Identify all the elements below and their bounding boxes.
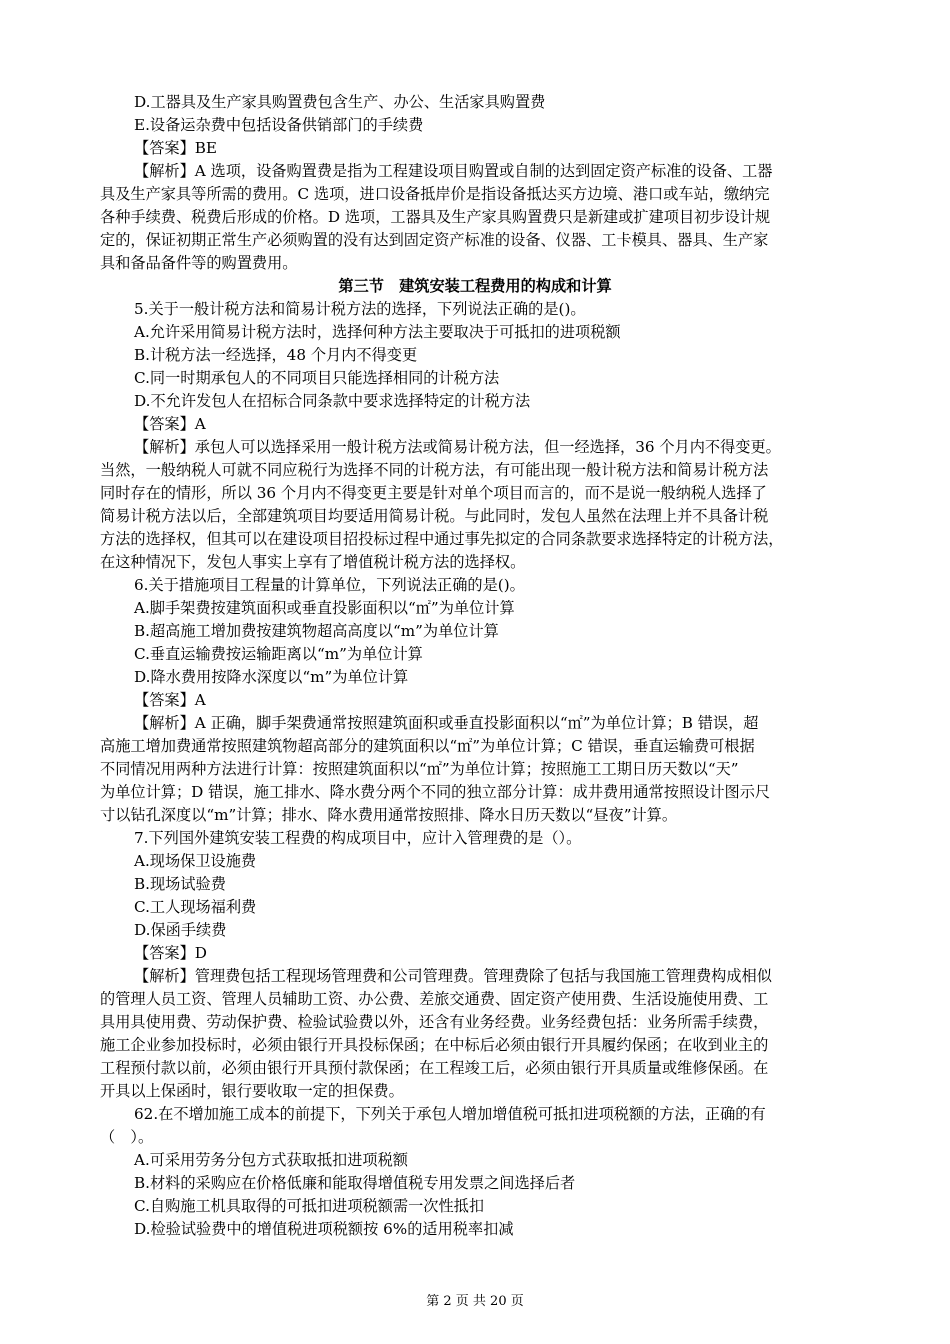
answer: 【答案】A	[134, 415, 206, 433]
analysis-line: 的管理人员工资、管理人员辅助工资、办公费、差旅交通费、固定资产使用费、生活设施使用费、工	[100, 990, 769, 1008]
analysis-line: 方法的选择权，但其可以在建设项目招投标过程中通过事先拟定的合同条款要求选择特定的计税方法，	[100, 530, 784, 548]
analysis-line: 施工企业参加投标时，必须由银行开具投标保函；在中标后必须由银行开具履约保函；在收到业主的	[100, 1036, 769, 1054]
page-number-footer: 第 2 页 共 20 页	[426, 1294, 524, 1309]
analysis-line: 同时存在的情形，所以 36 个月内不得变更主要是针对单个项目而言的，而不是说一般纳税人选择了	[100, 484, 767, 502]
option-c: C.同一时期承包人的不同项目只能选择相同的计税方法	[134, 369, 500, 387]
option-d: D.工器具及生产家具购置费包含生产、办公、生活家具购置费	[134, 93, 546, 111]
option-c: C.工人现场福利费	[134, 898, 257, 916]
option-b: B.材料的采购应在价格低廉和能取得增值税专用发票之间选择后者	[134, 1174, 576, 1192]
option-c: C.自购施工机具取得的可抵扣进项税额需一次性抵扣	[134, 1197, 485, 1215]
analysis-line: 寸以钻孔深度以“m”计算；排水、降水费用通常按照排、降水日历天数以“昼夜”计算。	[100, 806, 678, 824]
analysis-line: 为单位计算；D 错误，施工排水、降水费分两个不同的独立部分计算：成井费用通常按照设计图示尺	[100, 783, 771, 801]
analysis-line: 具用具使用费、劳动保护费、检验试验费以外，还含有业务经费。业务经费包括：业务所需手续费，	[100, 1013, 769, 1031]
option-c: C.垂直运输费按运输距离以“m”为单位计算	[134, 645, 423, 663]
question-stem: 7.下列国外建筑安装工程费的构成项目中，应计入管理费的是（）。	[134, 829, 582, 847]
question-stem: 6.关于措施项目工程量的计算单位，下列说法正确的是()。	[134, 576, 525, 594]
analysis-line: 工程预付款以前，必须由银行开具预付款保函；在工程竣工后，必须由银行开具质量或维修保函。在	[100, 1059, 769, 1077]
option-a: A.可采用劳务分包方式获取抵扣进项税额	[134, 1151, 408, 1169]
analysis-line: 简易计税方法以后，全部建筑项目均要适用简易计税。与此同时，发包人虽然在法理上并不具备计税	[100, 507, 769, 525]
option-a: A.现场保卫设施费	[134, 852, 257, 870]
analysis-line: 定的，保证初期正常生产必须购置的没有达到固定资产标准的设备、仪器、工卡模具、器具、生产家	[100, 231, 769, 249]
question-stem: 5.关于一般计税方法和简易计税方法的选择，下列说法正确的是()。	[134, 300, 586, 318]
option-d: D.检验试验费中的增值税进项税额按 6%的适用税率扣减	[134, 1220, 514, 1238]
analysis-line: 不同情况用两种方法进行计算：按照建筑面积以“㎡”为单位计算；按照施工工期日历天数以“天”	[100, 760, 739, 778]
question-stem: 62.在不增加施工成本的前提下，下列关于承包人增加增值税可抵扣进项税额的方法，正确的有	[134, 1105, 766, 1123]
analysis-line: 具和备品备件等的购置费用。	[100, 254, 298, 272]
option-a: A.脚手架费按建筑面积或垂直投影面积以“㎡”为单位计算	[134, 599, 515, 617]
answer: 【答案】D	[134, 944, 207, 962]
analysis-line: 【解析】A 正确，脚手架费通常按照建筑面积或垂直投影面积以“㎡”为单位计算；B 错误，超	[134, 714, 759, 732]
analysis-line: 开具以上保函时，银行要收取一定的担保费。	[100, 1082, 404, 1100]
option-b: B.计税方法一经选择，48 个月内不得变更	[134, 346, 418, 364]
option-b: B.超高施工增加费按建筑物超高高度以“m”为单位计算	[134, 622, 499, 640]
analysis-line: 在这种情况下，发包人事实上享有了增值税计税方法的选择权。	[100, 553, 526, 571]
option-e: E.设备运杂费中包括设备供销部门的手续费	[134, 116, 424, 134]
question-stem-continuation: （ ）。	[100, 1128, 154, 1146]
analysis-line: 【解析】承包人可以选择采用一般计税方法或简易计税方法，但一经选择，36 个月内不得变更。	[134, 438, 781, 456]
analysis-line: 高施工增加费通常按照建筑物超高部分的建筑面积以“㎡”为单位计算；C 错误，垂直运输费可根据	[100, 737, 755, 755]
option-b: B.现场试验费	[134, 875, 226, 893]
analysis-line: 具及生产家具等所需的费用。C 选项，进口设备抵岸价是指设备抵达买方边境、港口或车站，缴纳完	[100, 185, 770, 203]
answer: 【答案】BE	[134, 139, 217, 157]
analysis-line: 【解析】A 选项，设备购置费是指为工程建设项目购置或自制的达到固定资产标准的设备、工器	[134, 162, 773, 180]
option-d: D.降水费用按降水深度以“m”为单位计算	[134, 668, 409, 686]
section-title: 第三节 建筑安装工程费用的构成和计算	[338, 277, 612, 295]
analysis-line: 各种手续费、税费后形成的价格。D 选项，工器具及生产家具购置费只是新建或扩建项目初步设计规	[100, 208, 771, 226]
option-a: A.允许采用简易计税方法时，选择何种方法主要取决于可抵扣的进项税额	[134, 323, 621, 341]
answer: 【答案】A	[134, 691, 206, 709]
option-d: D.保函手续费	[134, 921, 227, 939]
analysis-line: 【解析】管理费包括工程现场管理费和公司管理费。管理费除了包括与我国施工管理费构成相似	[134, 967, 772, 985]
analysis-line: 当然，一般纳税人可就不同应税行为选择不同的计税方法，有可能出现一般计税方法和简易计税方法	[100, 461, 769, 479]
option-d: D.不允许发包人在招标合同条款中要求选择特定的计税方法	[134, 392, 531, 410]
